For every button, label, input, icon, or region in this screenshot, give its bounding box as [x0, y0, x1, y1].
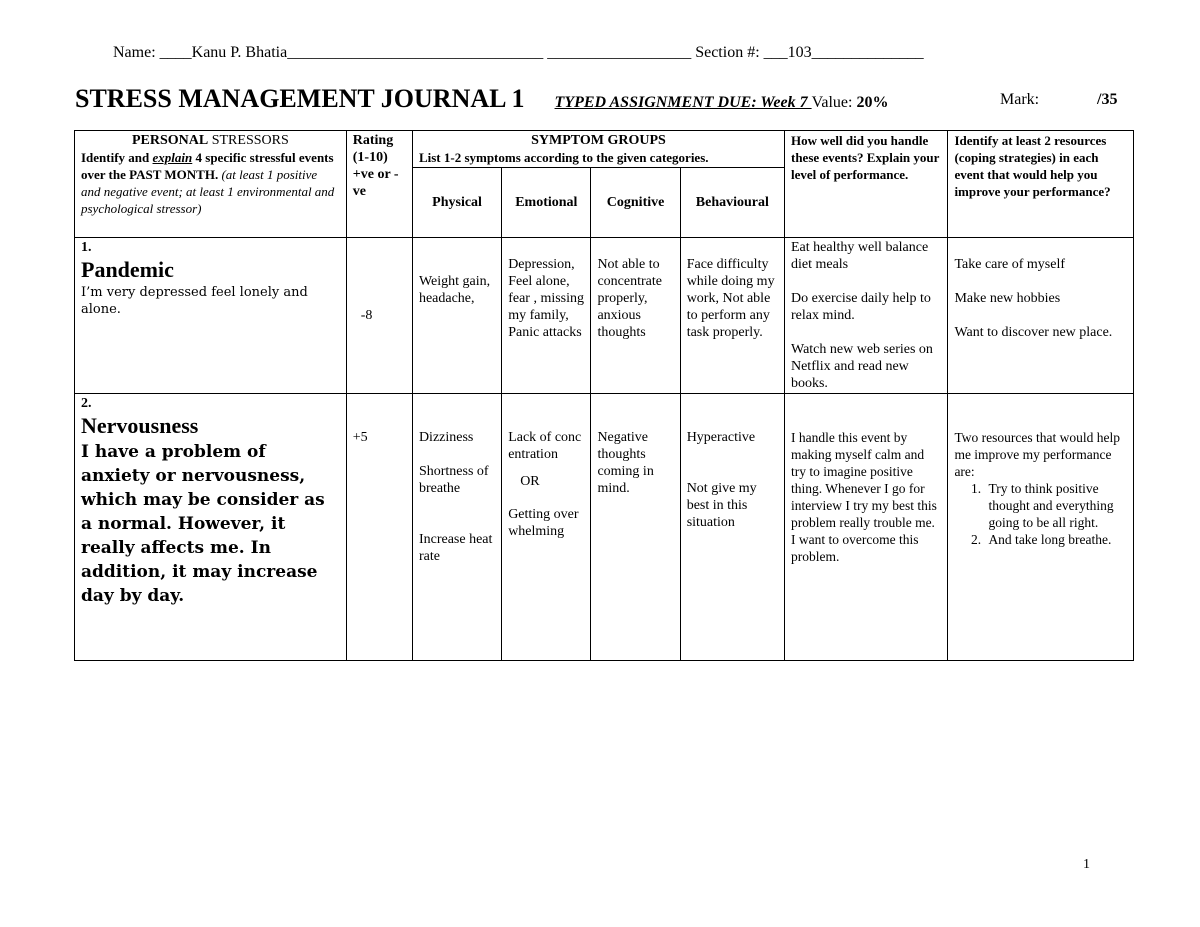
stressor-title: Pandemic	[81, 257, 174, 282]
header-row-1	[75, 131, 1134, 168]
symptom-item: Dizziness	[418, 430, 474, 445]
symptom-item: Not give my best in this situation	[686, 481, 757, 530]
resources-cell	[948, 394, 1134, 661]
stressor-title: Nervousness	[81, 413, 199, 438]
cognitive-cell: Negative thoughts coming in mind.	[591, 394, 680, 661]
due-date: TYPED ASSIGNMENT DUE: Week 7	[554, 94, 812, 111]
table-row	[75, 238, 1134, 394]
resource-item: 1. Try to think positive thought and everything going to be all right.	[984, 480, 1127, 531]
physical-cell: Weight gain, headache,	[412, 238, 501, 394]
handled-cell: I handle this event by making myself calm and try to imagine positive thing. Whenever I go for interview I try my best this problem really trouble me. I want to overcome this problem.	[784, 394, 947, 661]
stressor-cell	[75, 394, 347, 661]
value-label: Value:	[811, 94, 857, 111]
mark-total: /35	[1097, 91, 1118, 108]
symptom-item: Getting overwhelming	[508, 507, 579, 539]
resource-item: Make new hobbies	[954, 291, 1061, 306]
symptom-item: Shortness of breathe	[418, 464, 489, 496]
rating-cell: -8	[346, 238, 412, 394]
value-amount: 20%	[856, 94, 889, 111]
stressor-number: 2.	[81, 396, 92, 411]
handled-header: How well did you handle these events? Explain your level of performance.	[784, 131, 947, 238]
handled-item: Watch new web series on Netflix and read new books.	[790, 342, 933, 391]
rating-header: Rating (1-10) +ve or -ve	[346, 131, 412, 238]
stressor-description: I’m very depressed feel lonely and alone.	[81, 285, 308, 317]
resources-list	[954, 480, 1127, 548]
resources-intro: Two resources that would help me improve my performance are:	[954, 430, 1120, 479]
handled-item: Eat healthy well balance diet meals	[790, 240, 929, 272]
mark-label: Mark:	[1000, 91, 1040, 108]
cognitive-cell: Not able to concentrate properly, anxious thoughts	[591, 238, 680, 394]
emotional-cell	[502, 394, 591, 661]
stressor-cell	[75, 238, 347, 394]
stressors-title-rest: STRESSORS	[208, 133, 289, 148]
symptom-item: Increase heat rate	[418, 532, 493, 564]
resource-item: Take care of myself	[954, 257, 1066, 272]
table-row	[75, 394, 1134, 661]
stressors-title-bold: PERSONAL	[131, 133, 209, 148]
rating-cell: +5	[346, 394, 412, 661]
name-section-line: Name: ____Kanu P. Bhatia________________________________ __________________ Section #: ___103______________	[113, 44, 924, 61]
stressor-number: 1.	[81, 240, 92, 255]
behavioural-cell: Face difficulty while doing my work, Not able to perform any task properly.	[680, 238, 784, 394]
stressor-description: I have a problem of anxiety or nervousness, which may be consider as a normal. However, it really affects me. In addition, it may increase day by day.	[81, 442, 325, 606]
title-row	[75, 84, 888, 114]
symptom-title: SYMPTOM GROUPS	[531, 133, 666, 148]
physical-header: Physical	[412, 168, 501, 238]
emotional-header: Emotional	[502, 168, 591, 238]
symptom-item: Hyperactive	[686, 430, 756, 445]
symptom-item: Lack of concentration	[508, 430, 582, 462]
symptom-header	[412, 131, 784, 168]
resource-item: Want to discover new place.	[954, 325, 1113, 340]
cognitive-header: Cognitive	[591, 168, 680, 238]
handled-item: Do exercise daily help to relax mind.	[790, 291, 931, 323]
resource-item: 2. And take long breathe.	[984, 531, 1127, 548]
resources-header: Identify at least 2 resources (coping strategies) in each event that would help you improve your performance?	[948, 131, 1134, 238]
symptom-sub: List 1-2 symptoms according to the given categories.	[418, 150, 709, 165]
physical-cell	[412, 394, 501, 661]
page-title: STRESS MANAGEMENT JOURNAL 1	[75, 84, 525, 113]
symptom-or: OR	[520, 474, 540, 489]
handled-cell	[784, 238, 947, 394]
behavioural-cell	[680, 394, 784, 661]
resources-cell	[948, 238, 1134, 394]
stressors-header	[75, 131, 347, 238]
stressors-line1b: 4 specific stressful events over the PAST MONTH.	[81, 150, 334, 182]
stressors-note: (at least 1 positive and negative event; at least 1 environmental and psychological stressor)	[81, 167, 335, 216]
emotional-cell: Depression, Feel alone, fear , missing my family, Panic attacks	[502, 238, 591, 394]
stressors-explain: explain	[152, 150, 193, 165]
page-number: 1	[1083, 857, 1090, 872]
stressors-line1: Identify and	[81, 150, 153, 165]
journal-table	[74, 130, 1134, 661]
behavioural-header: Behavioural	[680, 168, 784, 238]
